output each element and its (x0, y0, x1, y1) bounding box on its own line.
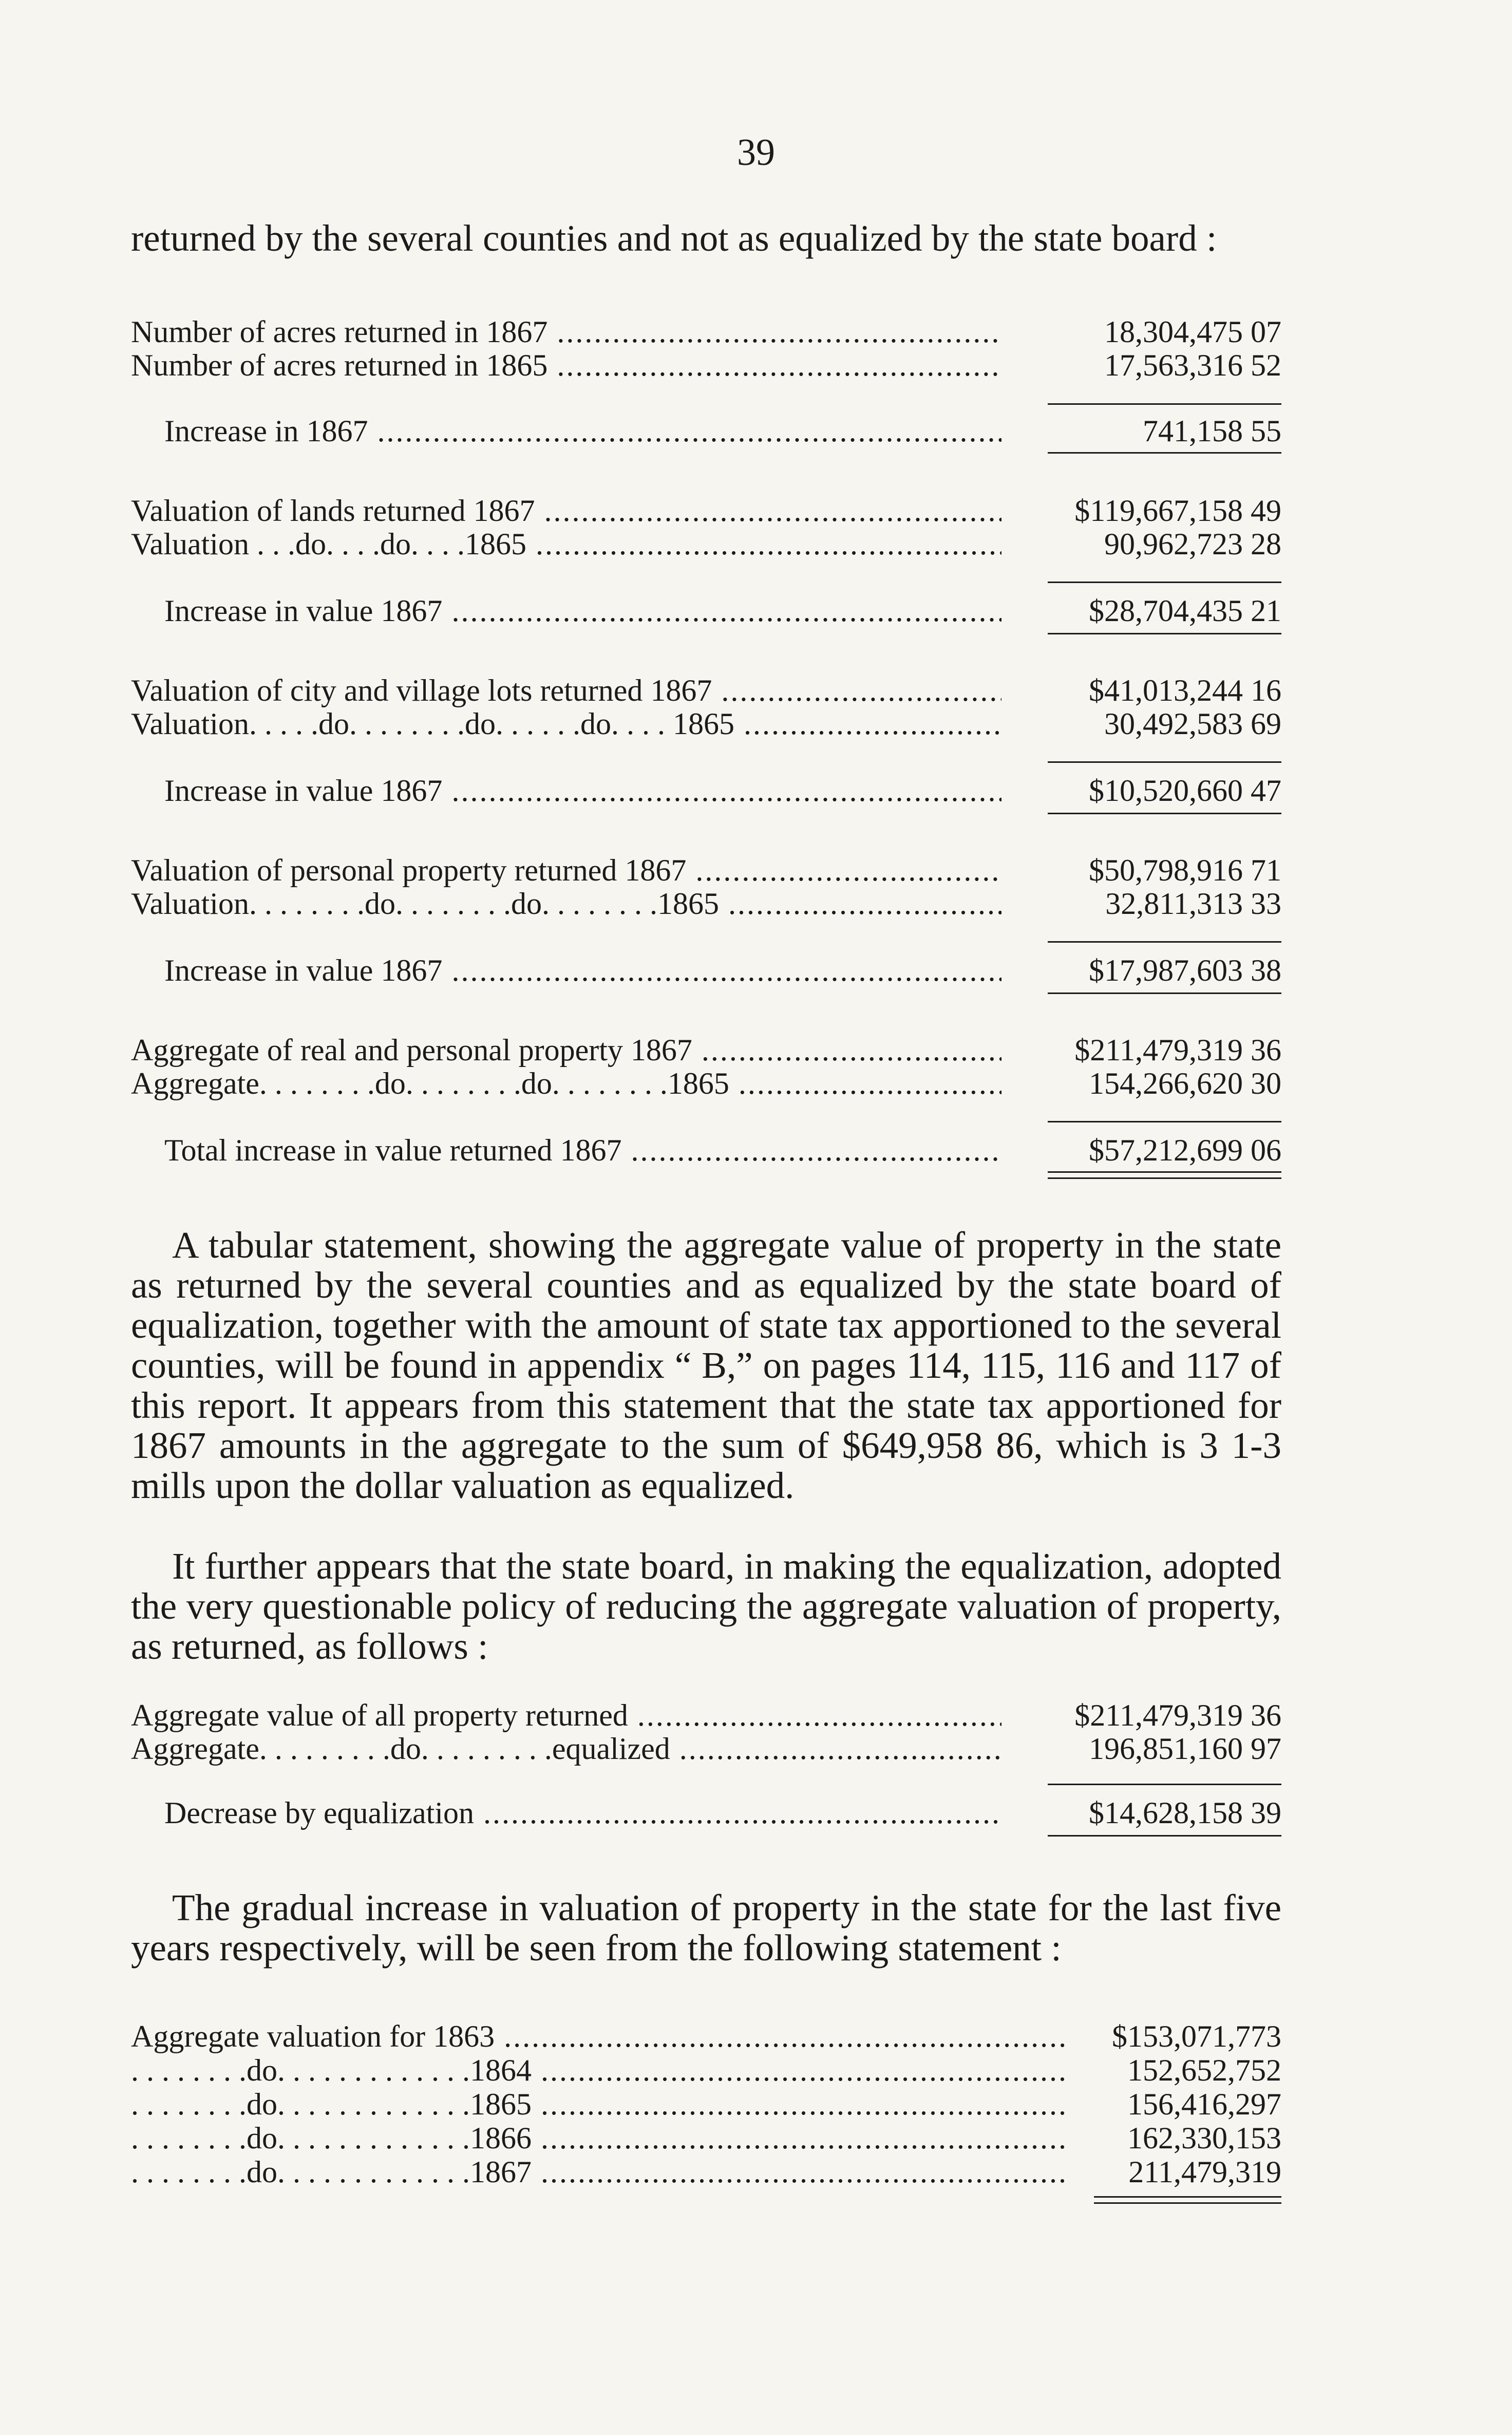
row-label: . . . . . . . .do. . . . . . . . . . . . .1864 ..... (131, 2053, 1066, 2088)
row-label: Aggregate value of all property returned ..... (131, 1698, 1001, 1733)
table-row (131, 1066, 1281, 1100)
table-row (164, 1795, 1281, 1829)
sum-rule (1048, 403, 1281, 405)
sum-rule (1048, 633, 1281, 634)
row-value: 154,266,620 30 (1089, 1066, 1281, 1100)
table-row (164, 953, 1281, 987)
row-value: $17,987,603 38 (1089, 953, 1281, 987)
row-label: Valuation. . . . . . . .do. . . . . . . .do. . . . . . . .1865 ..... (131, 886, 1001, 922)
row-value: $28,704,435 21 (1089, 594, 1281, 628)
row-label: Valuation. . . . .do. . . . . . . .do. . . . . .do. . . . 1865 ..... (131, 706, 1001, 742)
row-value: $41,013,244 16 (1089, 673, 1281, 707)
row-value: $153,071,773 (1112, 2019, 1281, 2053)
table-row (131, 2053, 1281, 2087)
row-label: . . . . . . . .do. . . . . . . . . . . . .1867 ..... (131, 2155, 1066, 2190)
row-value: 162,330,153 (1127, 2121, 1281, 2155)
table-row (131, 2019, 1281, 2053)
table-row (131, 527, 1281, 560)
double-rule (1094, 2196, 1281, 2198)
table-row (131, 348, 1281, 382)
row-label: . . . . . . . .do. . . . . . . . . . . . .1865 ..... (131, 2087, 1066, 2122)
row-label: Total increase in value returned 1867 ..... (164, 1133, 1001, 1168)
row-value: $119,667,158 49 (1074, 494, 1281, 528)
page-number: 39 (737, 132, 775, 174)
row-label: Increase in value 1867 ..... (164, 773, 1001, 809)
sum-rule (1048, 452, 1281, 454)
sum-rule (1048, 582, 1281, 583)
row-label: Valuation . . .do. . . .do. . . .1865 ..... (131, 527, 1001, 562)
paragraph-further: It further appears that the state board, in making the equalization, adopted the very questionable policy of reducing the aggregate valuation of property, as returned, as follows : (131, 1545, 1281, 1667)
row-value: $10,520,660 47 (1089, 774, 1281, 808)
row-label: Valuation of city and village lots returned 1867 ..... (131, 673, 1001, 708)
table-row (164, 593, 1281, 627)
row-value: 211,479,319 (1128, 2155, 1281, 2189)
table-row (131, 2155, 1281, 2188)
row-label: Number of acres returned in 1865 ..... (131, 348, 1001, 383)
paragraph-tabular: A tabular statement, showing the aggregate value of property in the state as returned by the several counties and as equalized by the state board of equalization, together with the amount of state tax apportioned to the several counties, will be found in appendix “ B,” on pages 114, 115, 116 and 117 of this report. It appears from this statement that the state tax apportioned for 1867 amounts in the aggregate to the sum of $649,958 86, which is 3 1-3 mills upon the dollar valuation as equalized. (131, 1224, 1281, 1506)
sum-rule (1048, 761, 1281, 763)
row-value: 17,563,316 52 (1104, 348, 1281, 382)
row-value: 196,851,160 97 (1089, 1732, 1281, 1766)
table-row (131, 314, 1281, 348)
row-label: Decrease by equalization ..... (164, 1795, 1001, 1831)
row-label: Aggregate. . . . . . . .do. . . . . . . .do. . . . . . . .1865 ..... (131, 1066, 1001, 1101)
table-row (131, 886, 1281, 920)
row-value: $211,479,319 36 (1074, 1698, 1281, 1732)
row-value: 18,304,475 07 (1104, 315, 1281, 349)
row-value: 30,492,583 69 (1104, 707, 1281, 741)
sum-rule (1048, 1121, 1281, 1122)
sum-rule (1048, 1784, 1281, 1785)
row-label: Increase in 1867 ..... (164, 414, 1001, 449)
row-label: Valuation of personal property returned 1867 ..... (131, 853, 1001, 888)
sum-rule (1048, 941, 1281, 943)
row-value: 741,158 55 (1143, 414, 1281, 448)
row-label: Number of acres returned in 1867 ..... (131, 314, 1001, 350)
row-value: 152,652,752 (1127, 2053, 1281, 2087)
double-rule (1094, 2202, 1281, 2204)
row-label: Increase in value 1867 ..... (164, 593, 1001, 629)
table-row (164, 1133, 1281, 1167)
row-value: $50,798,916 71 (1089, 853, 1281, 887)
row-value: $211,479,319 36 (1074, 1033, 1281, 1067)
row-value: $57,212,699 06 (1089, 1133, 1281, 1167)
table-row (131, 2121, 1281, 2155)
row-label: . . . . . . . .do. . . . . . . . . . . . .1866 ..... (131, 2121, 1066, 2156)
table-row (131, 853, 1281, 887)
row-value: 32,811,313 33 (1105, 887, 1281, 921)
row-value: 90,962,723 28 (1104, 527, 1281, 561)
table-row (131, 2087, 1281, 2121)
table-row (164, 414, 1281, 447)
sum-rule (1048, 1835, 1281, 1837)
table-row (131, 706, 1281, 740)
paragraph-gradual: The gradual increase in valuation of property in the state for the last five years respectively, will be seen from the following statement : (131, 1887, 1281, 1969)
table-row (131, 493, 1281, 527)
row-value: $14,628,158 39 (1089, 1796, 1281, 1830)
table-row (164, 773, 1281, 807)
double-rule (1048, 1171, 1281, 1173)
sum-rule (1048, 813, 1281, 814)
row-label: Aggregate valuation for 1863 ..... (131, 2019, 1066, 2054)
row-label: Aggregate. . . . . . . . .do. . . . . . . . .equalized ..... (131, 1731, 1001, 1767)
table-row (131, 673, 1281, 707)
table-row (131, 1033, 1281, 1066)
table-row (131, 1698, 1281, 1732)
row-label: Valuation of lands returned 1867 ..... (131, 493, 1001, 529)
table-row (131, 1731, 1281, 1765)
row-value: 156,416,297 (1127, 2087, 1281, 2121)
double-rule (1048, 1177, 1281, 1179)
intro-text: returned by the several counties and not as equalized by the state board : (131, 217, 1217, 259)
row-label: Increase in value 1867 ..... (164, 953, 1001, 988)
sum-rule (1048, 992, 1281, 994)
row-label: Aggregate of real and personal property 1867 ..... (131, 1033, 1001, 1068)
